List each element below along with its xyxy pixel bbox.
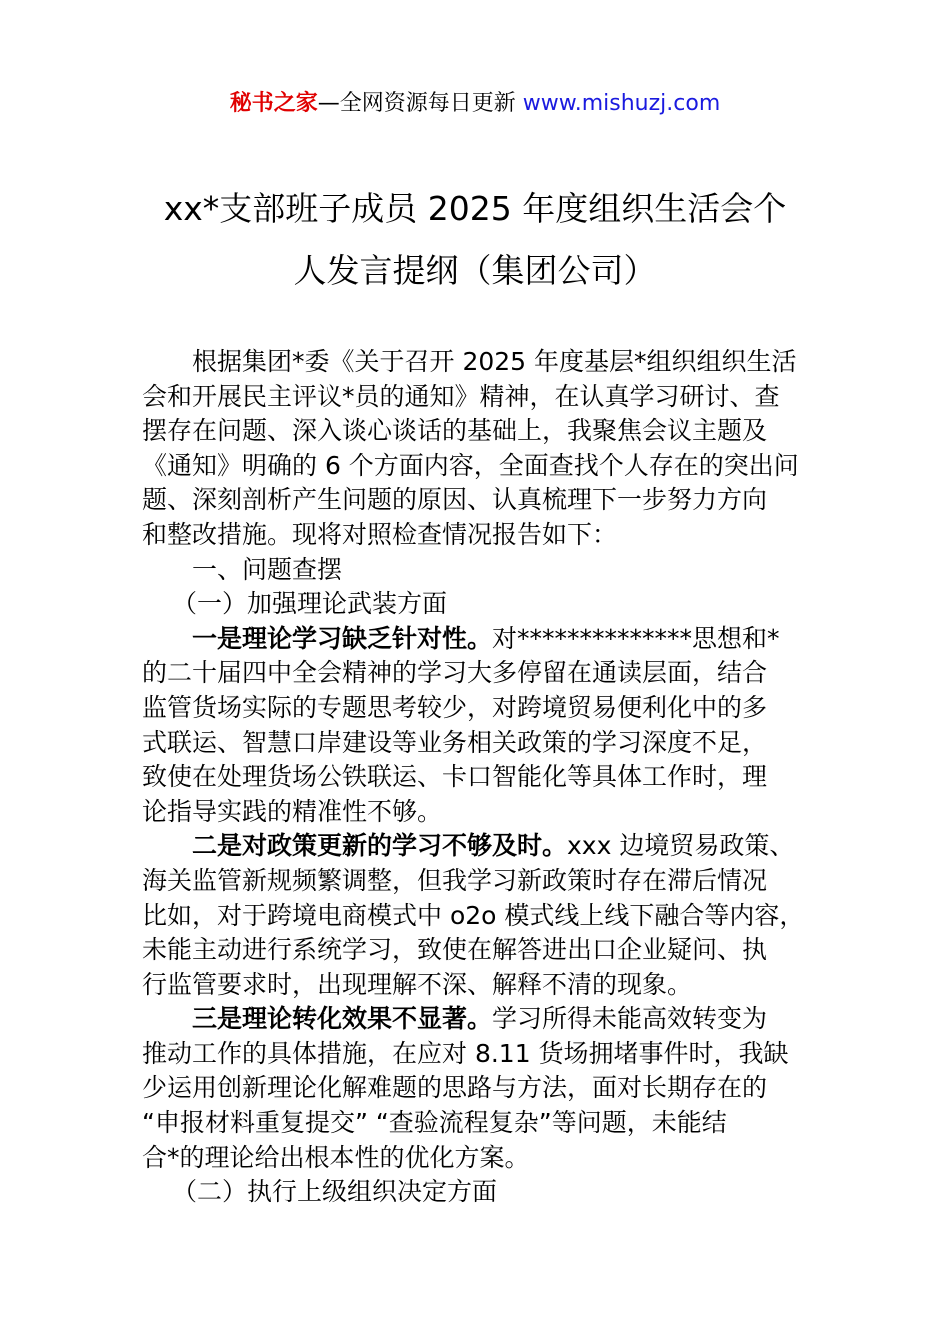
point-1-line: 致使在处理货场公铁联运、卡口智能化等具体工作时，理 <box>142 762 768 792</box>
point-1-paragraph <box>142 622 808 830</box>
point-3-line: 少运用创新理论化解难题的思路与方法，面对长期存在的 <box>142 1073 768 1103</box>
point-1-first-line <box>142 622 808 657</box>
point-2-first-line <box>142 829 808 864</box>
intro-line: 会和开展民主评议*员的通知》精神，在认真学习研讨、查 <box>142 381 780 411</box>
point-1-line: 的二十届四中全会精神的学习大多停留在通读层面，结合 <box>142 658 768 688</box>
document-body <box>142 345 808 1210</box>
intro-line: 摆存在问题、深入谈心谈话的基础上，我聚焦会议主题及 <box>142 416 768 446</box>
point-1-text: 对**************思想和* <box>492 623 780 653</box>
intro-line: 根据集团*委《关于召开 2025 年度基层*组织组织生活 <box>192 347 797 376</box>
section-heading-1: 一、问题查摆 <box>192 554 343 584</box>
title-line-2: 人发言提纲（集团公司） <box>293 251 657 290</box>
site-tagline: —全网资源每日更新 <box>317 91 516 116</box>
intro-line: 《通知》明确的 6 个方面内容，全面查找个人存在的突出问 <box>142 450 799 480</box>
point-3-line: “申报材料重复提交” “查验流程复杂”等问题，未能结 <box>142 1108 727 1138</box>
point-1-bold-lead: 一是理论学习缺乏针对性。 <box>192 623 493 653</box>
point-3-paragraph <box>142 1002 808 1175</box>
point-2-line: 海关监管新规频繁调整，但我学习新政策时存在滞后情况 <box>142 865 768 895</box>
title-line-1: xx*支部班子成员 2025 年度组织生活会个 <box>163 189 787 228</box>
site-url-link[interactable]: www.mishuzj.com <box>522 91 721 116</box>
point-2-text: xxx 边境贸易政策、 <box>567 831 795 861</box>
site-name: 秘书之家 <box>229 91 318 116</box>
point-2-line: 行监管要求时，出现理解不深、解释不清的现象。 <box>142 969 693 999</box>
subsection-heading-2: （二）执行上级组织决定方面 <box>172 1177 498 1207</box>
point-2-bold-lead: 二是对政策更新的学习不够及时。 <box>192 831 568 861</box>
document-title <box>120 178 830 302</box>
site-header <box>0 88 950 120</box>
point-3-line: 推动工作的具体措施，在应对 8.11 货场拥堵事件时，我缺 <box>142 1038 789 1068</box>
intro-line: 和整改措施。现将对照检查情况报告如下： <box>142 519 618 549</box>
point-3-line: 合*的理论给出根本性的优化方案。 <box>142 1142 530 1172</box>
point-3-bold-lead: 三是理论转化效果不显著。 <box>192 1004 493 1034</box>
point-3-first-line <box>142 1002 808 1037</box>
subsection-heading-1: （一）加强理论武装方面 <box>172 589 448 619</box>
point-2-line: 比如，对于跨境电商模式中 o2o 模式线上线下融合等内容， <box>142 900 805 930</box>
point-3-text: 学习所得未能高效转变为 <box>492 1004 768 1034</box>
point-2-paragraph <box>142 829 808 1002</box>
intro-paragraph <box>142 345 808 553</box>
point-1-line: 论指导实践的精准性不够。 <box>142 796 443 826</box>
intro-line: 题、深刻剖析产生问题的原因、认真梳理下一步努力方向 <box>142 485 768 515</box>
point-1-line: 式联运、智慧口岸建设等业务相关政策的学习深度不足， <box>142 727 768 757</box>
point-2-line: 未能主动进行系统学习，致使在解答进出口企业疑问、执 <box>142 935 768 965</box>
point-1-line: 监管货场实际的专题思考较少，对跨境贸易便利化中的多 <box>142 692 768 722</box>
